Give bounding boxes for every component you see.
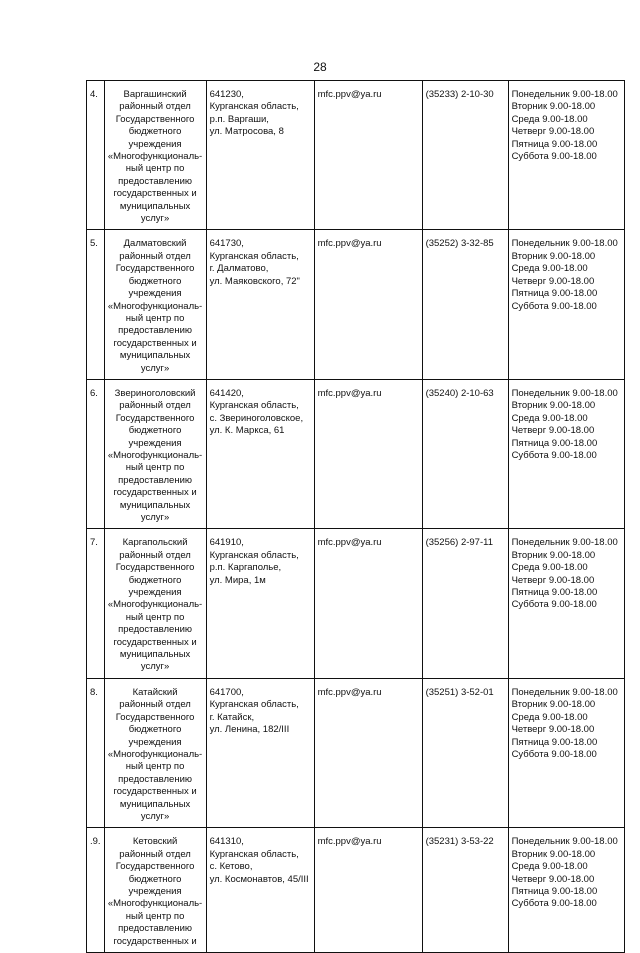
address-line: 641910,	[209, 537, 244, 549]
row-number: 5.	[90, 238, 98, 250]
table-row	[87, 81, 625, 230]
phone-text: (35240) 2-10-63	[425, 387, 494, 399]
office-name-line: Государственного	[115, 861, 195, 873]
address-line: Курганская область,	[209, 400, 299, 412]
address-line: ул. Матросова, 8	[209, 126, 284, 138]
working-hours-line: Вторник 9.00-18.00	[511, 250, 596, 262]
address-line: с. Звериноголовское,	[209, 412, 304, 424]
office-name-line: районный отдел	[119, 101, 191, 113]
working-hours-line: Понедельник 9.00-18.00	[511, 836, 618, 848]
working-hours-line: Среда 9.00-18.00	[511, 263, 588, 275]
office-name-line: «Многофункциональ-	[107, 748, 203, 760]
page-number: 28	[313, 60, 327, 74]
office-name-line: муниципальных	[119, 200, 191, 212]
office-name-cell	[104, 828, 206, 953]
office-name-line: предоставлению	[118, 175, 193, 187]
working-hours-line: Суббота 9.00-18.00	[511, 300, 597, 312]
office-name-line: ный центр по	[125, 312, 185, 324]
working-hours-line: Четверг 9.00-18.00	[511, 275, 595, 287]
address-cell	[206, 379, 314, 528]
address-line: с. Кетово,	[209, 861, 253, 873]
row-number: 7.	[90, 537, 98, 549]
office-name-line: «Многофункциональ-	[107, 599, 203, 611]
office-name-cell	[104, 230, 206, 379]
office-name-line: учреждения	[128, 587, 182, 599]
office-name-line: бюджетного	[128, 275, 182, 287]
office-name-line: Государственного	[115, 113, 195, 125]
office-name-line: предоставлению	[118, 624, 193, 636]
working-hours-line: Четверг 9.00-18.00	[511, 126, 595, 138]
address-line: г. Катайск,	[209, 711, 255, 723]
address-cell	[206, 81, 314, 230]
office-name-line: Государственного	[115, 562, 195, 574]
phone-text: (35233) 2-10-30	[425, 89, 494, 100]
working-hours-line: Суббота 9.00-18.00	[511, 151, 597, 163]
office-name-line: учреждения	[128, 885, 182, 897]
office-name-line: ный центр по	[125, 462, 185, 474]
table-row	[87, 678, 625, 827]
working-hours-line: Суббота 9.00-18.00	[511, 599, 597, 611]
working-hours-line: Понедельник 9.00-18.00	[511, 686, 618, 698]
working-hours-line: Среда 9.00-18.00	[511, 711, 588, 723]
phone-text: (35256) 2-97-11	[425, 537, 493, 549]
office-name-line: ный центр по	[125, 163, 185, 175]
row-number-cell	[87, 379, 105, 528]
office-name-line: учреждения	[128, 138, 182, 150]
office-name-line: услуг»	[140, 213, 170, 225]
office-name-line: Кетовский	[132, 836, 178, 848]
phone-cell	[422, 678, 508, 827]
working-hours-cell	[508, 81, 624, 230]
address-cell	[206, 529, 314, 678]
row-number-cell	[87, 678, 105, 827]
address-line: ул. К. Маркса, 61	[209, 425, 285, 437]
email-text: mfc.ppv@ya.ru	[317, 686, 382, 698]
working-hours-line: Вторник 9.00-18.00	[511, 400, 596, 412]
phone-cell	[422, 828, 508, 953]
office-name-cell	[104, 379, 206, 528]
office-name-line: учреждения	[128, 437, 182, 449]
office-name-line: Государственного	[115, 711, 195, 723]
address-line: ул. Маяковского, 72"	[209, 275, 300, 287]
office-name-line: предоставлению	[118, 923, 193, 935]
office-name-line: районный отдел	[119, 400, 191, 412]
working-hours-line: Суббота 9.00-18.00	[511, 449, 597, 461]
mfc-offices-table	[86, 80, 625, 953]
working-hours-line: Пятница 9.00-18.00	[511, 288, 598, 300]
address-cell	[206, 678, 314, 827]
office-name-line: «Многофункциональ-	[107, 449, 203, 461]
office-name-line: государственных и	[113, 636, 197, 648]
email-text: mfc.ppv@ya.ru	[317, 238, 382, 250]
working-hours-line: Среда 9.00-18.00	[511, 113, 588, 125]
working-hours-line: Пятница 9.00-18.00	[511, 138, 598, 150]
office-name-line: услуг»	[140, 810, 170, 822]
row-number: 8.	[90, 686, 98, 698]
working-hours-cell	[508, 828, 624, 953]
address-line: Курганская область,	[209, 549, 299, 561]
working-hours-line: Вторник 9.00-18.00	[511, 848, 596, 860]
address-line: г. Далматово,	[209, 263, 269, 275]
address-line: р.п. Каргаполье,	[209, 562, 282, 574]
phone-text: (35231) 3-53-22	[425, 836, 494, 848]
office-name-line: Каргапольский	[122, 537, 188, 549]
working-hours-line: Понедельник 9.00-18.00	[511, 537, 618, 549]
office-name-line: «Многофункциональ-	[107, 898, 203, 910]
working-hours-cell	[508, 230, 624, 379]
address-line: ул. Мира, 1м	[209, 574, 266, 586]
office-name-cell	[104, 81, 206, 230]
working-hours-line: Вторник 9.00-18.00	[511, 699, 596, 711]
office-name-line: муниципальных	[119, 499, 191, 511]
office-name-line: государственных и	[113, 188, 197, 200]
office-name-line: бюджетного	[128, 425, 182, 437]
address-line: ул. Ленина, 182/III	[209, 724, 290, 736]
row-number-cell	[87, 230, 105, 379]
table-body	[87, 81, 625, 953]
row-number: 4.	[90, 89, 98, 100]
office-name-line: предоставлению	[118, 474, 193, 486]
office-name-line: Далматовский	[123, 238, 187, 250]
office-name-line: районный отдел	[119, 250, 191, 262]
office-name-line: ный центр по	[125, 910, 185, 922]
address-line: 641700,	[209, 686, 244, 698]
office-name-line: бюджетного	[128, 724, 182, 736]
address-line: р.п. Варгаши,	[209, 113, 269, 125]
address-line: 641420,	[209, 387, 244, 399]
office-name-line: ный центр по	[125, 761, 185, 773]
office-name-line: учреждения	[128, 288, 182, 300]
office-name-line: районный отдел	[119, 699, 191, 711]
working-hours-line: Суббота 9.00-18.00	[511, 748, 597, 760]
office-name-line: муниципальных	[119, 649, 191, 661]
office-name-line: бюджетного	[128, 574, 182, 586]
office-name-line: Катайский	[132, 686, 178, 698]
office-name-line: Государственного	[115, 263, 195, 275]
working-hours-line: Понедельник 9.00-18.00	[511, 238, 618, 250]
email-cell	[314, 230, 422, 379]
office-name-line: государственных и	[113, 935, 197, 947]
working-hours-line: Пятница 9.00-18.00	[511, 736, 598, 748]
office-name-line: предоставлению	[118, 325, 193, 337]
table-row	[87, 828, 625, 953]
row-number: .9.	[90, 836, 101, 848]
address-line: ул. Космонавтов, 45/III	[209, 873, 309, 885]
working-hours-line: Вторник 9.00-18.00	[511, 549, 596, 561]
email-text: mfc.ppv@ya.ru	[317, 537, 382, 549]
office-name-line: государственных и	[113, 786, 197, 798]
table-row	[87, 230, 625, 379]
working-hours-cell	[508, 678, 624, 827]
working-hours-line: Четверг 9.00-18.00	[511, 425, 595, 437]
phone-text: (35252) 3-32-85	[425, 238, 494, 250]
working-hours-line: Среда 9.00-18.00	[511, 562, 588, 574]
working-hours-line: Пятница 9.00-18.00	[511, 437, 598, 449]
row-number-cell	[87, 828, 105, 953]
working-hours-line: Четверг 9.00-18.00	[511, 574, 595, 586]
office-name-line: районный отдел	[119, 848, 191, 860]
email-text: mfc.ppv@ya.ru	[317, 387, 382, 399]
address-cell	[206, 828, 314, 953]
working-hours-cell	[508, 529, 624, 678]
working-hours-line: Среда 9.00-18.00	[511, 861, 588, 873]
working-hours-line: Понедельник 9.00-18.00	[511, 89, 618, 100]
office-name-line: бюджетного	[128, 873, 182, 885]
table-row	[87, 379, 625, 528]
office-name-line: ный центр по	[125, 611, 185, 623]
phone-cell	[422, 379, 508, 528]
working-hours-line: Вторник 9.00-18.00	[511, 101, 596, 113]
working-hours-line: Пятница 9.00-18.00	[511, 885, 598, 897]
working-hours-cell	[508, 379, 624, 528]
office-name-line: Государственного	[115, 412, 195, 424]
email-text: mfc.ppv@ya.ru	[317, 836, 382, 848]
address-line: 641230,	[209, 89, 244, 100]
office-name-cell	[104, 529, 206, 678]
email-cell	[314, 379, 422, 528]
office-name-line: муниципальных	[119, 798, 191, 810]
working-hours-line: Пятница 9.00-18.00	[511, 587, 598, 599]
working-hours-line: Среда 9.00-18.00	[511, 412, 588, 424]
phone-cell	[422, 230, 508, 379]
phone-cell	[422, 529, 508, 678]
phone-text: (35251) 3-52-01	[425, 686, 494, 698]
email-cell	[314, 678, 422, 827]
working-hours-line: Суббота 9.00-18.00	[511, 898, 597, 910]
office-name-line: муниципальных	[119, 350, 191, 362]
row-number-cell	[87, 529, 105, 678]
office-name-line: бюджетного	[128, 126, 182, 138]
office-name-line: государственных и	[113, 487, 197, 499]
office-name-line: Звериноголовский	[114, 387, 196, 399]
row-number: 6.	[90, 387, 98, 399]
phone-cell	[422, 81, 508, 230]
table-row	[87, 529, 625, 678]
office-name-line: услуг»	[140, 362, 170, 374]
office-name-line: государственных и	[113, 337, 197, 349]
working-hours-line: Четверг 9.00-18.00	[511, 873, 595, 885]
email-cell	[314, 81, 422, 230]
address-line: Курганская область,	[209, 848, 299, 860]
address-line: 641310,	[209, 836, 244, 848]
email-text: mfc.ppv@ya.ru	[317, 89, 382, 100]
address-line: Курганская область,	[209, 250, 299, 262]
office-name-line: «Многофункциональ-	[107, 151, 203, 163]
email-cell	[314, 828, 422, 953]
address-cell	[206, 230, 314, 379]
office-name-line: предоставлению	[118, 773, 193, 785]
address-line: Курганская область,	[209, 101, 299, 113]
office-name-line: учреждения	[128, 736, 182, 748]
address-line: Курганская область,	[209, 699, 299, 711]
row-number-cell	[87, 81, 105, 230]
working-hours-line: Четверг 9.00-18.00	[511, 724, 595, 736]
office-name-line: Варгашинский	[123, 89, 187, 100]
office-name-line: «Многофункциональ-	[107, 300, 203, 312]
office-name-line: услуг»	[140, 512, 170, 523]
office-name-line: услуг»	[140, 661, 170, 673]
email-cell	[314, 529, 422, 678]
office-name-cell	[104, 678, 206, 827]
address-line: 641730,	[209, 238, 244, 250]
working-hours-line: Понедельник 9.00-18.00	[511, 387, 618, 399]
office-name-line: районный отдел	[119, 549, 191, 561]
